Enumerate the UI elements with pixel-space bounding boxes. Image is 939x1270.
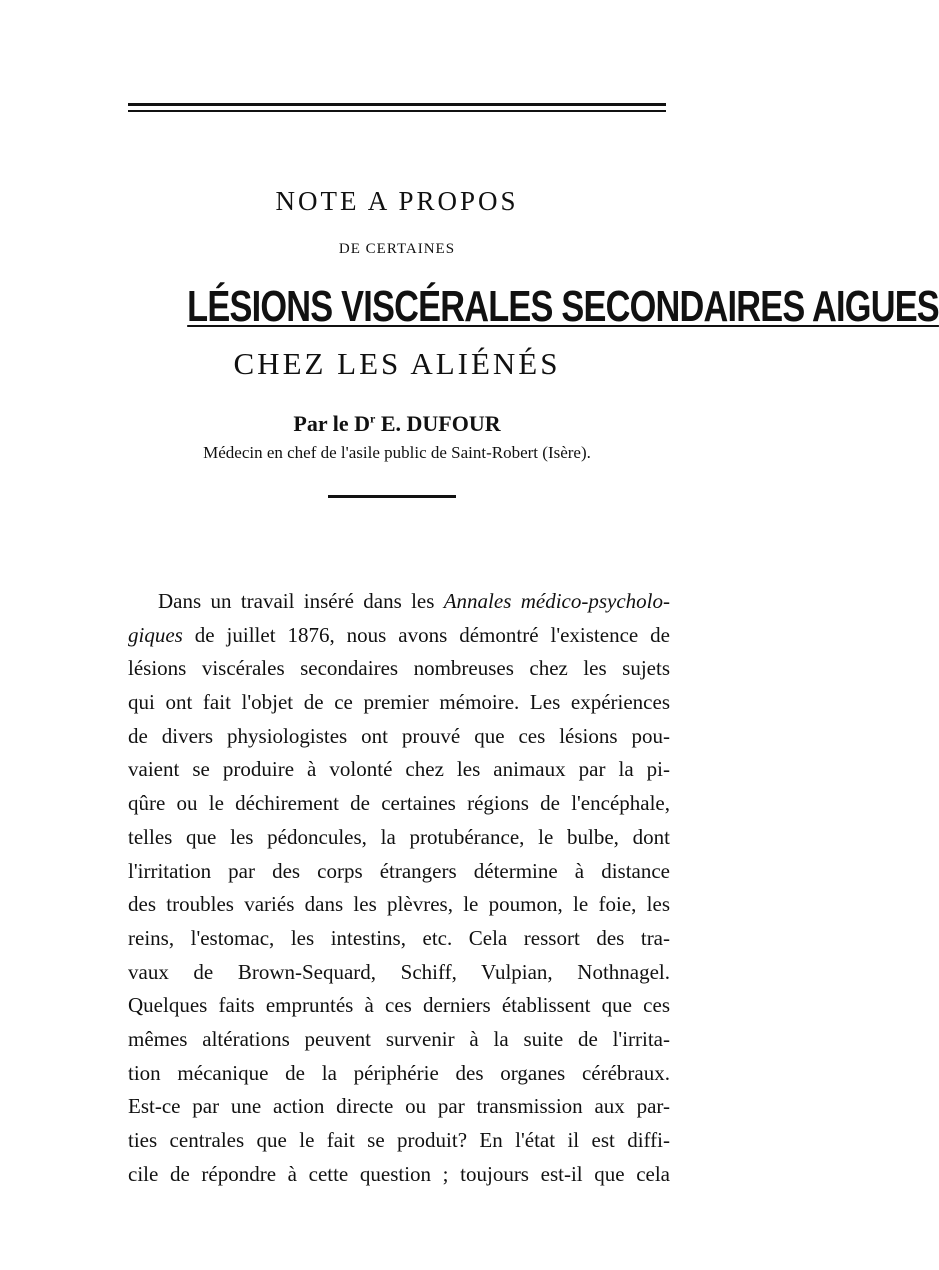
body-line-1-roman: Dans un travail inséré dans les <box>158 589 444 613</box>
body-line: vaient se produire à volonté chez les animaux par la pi- <box>128 757 670 782</box>
header-double-rule <box>128 103 666 115</box>
body-line <box>128 619 670 653</box>
body-line <box>128 585 670 619</box>
author-line <box>128 411 666 437</box>
body-line: cile de répondre à cette question ; toujours est-il que cela <box>128 1161 670 1186</box>
main-title: LÉSIONS VISCÉRALES SECONDAIRES AIGUES <box>187 282 939 331</box>
body-line: qui ont fait l'objet de ce premier mémoire. Les expériences <box>128 690 670 715</box>
body-line: tion mécanique de la périphérie des organes cérébraux. <box>128 1060 670 1085</box>
body-line: de divers physiologistes ont prouvé que ces lésions pou- <box>128 723 670 748</box>
body-line-2-roman: de juillet 1876, nous avons démontré l'existence de <box>182 622 670 647</box>
de-certaines-heading: DE CERTAINES <box>338 241 456 257</box>
body-line: qûre ou le déchirement de certaines régions de l'encéphale, <box>128 791 670 816</box>
body-line: lésions viscérales secondaires nombreuses chez les sujets <box>128 656 670 681</box>
body-text <box>128 585 670 1191</box>
header-rule-thick <box>128 103 666 106</box>
journal-title-part-2: giques <box>128 622 183 647</box>
body-line: Quelques faits empruntés à ces derniers établissent que ces <box>128 993 670 1018</box>
body-line: des troubles variés dans les plèvres, le poumon, le foie, les <box>128 892 670 917</box>
body-line: mêmes altérations peuvent survenir à la suite de l'irrita- <box>128 1026 670 1051</box>
body-line: Est-ce par une action directe ou par transmission aux par- <box>128 1094 670 1119</box>
author-affiliation: Médecin en chef de l'asile public de Saint-Robert (Isère). <box>203 443 591 462</box>
section-divider <box>328 495 456 498</box>
body-line: reins, l'estomac, les intestins, etc. Cela ressort des tra- <box>128 925 670 950</box>
author-title-sup: r <box>369 411 376 426</box>
note-heading: NOTE A PROPOS <box>275 186 519 216</box>
body-line: ties centrales que le fait se produit? En l'état il est diffi- <box>128 1128 670 1152</box>
journal-title-part-1: Annales médico-psycholo- <box>443 589 670 613</box>
body-line: telles que les pédoncules, la protubérance, le bulbe, dont <box>128 824 670 849</box>
header-rule-thin <box>128 110 666 112</box>
author-prefix: Par le D <box>293 411 370 436</box>
body-line: l'irritation par des corps étrangers détermine à distance <box>128 858 670 883</box>
subtitle: CHEZ LES ALIÉNÉS <box>233 346 561 381</box>
body-line: vaux de Brown-Sequard, Schiff, Vulpian, Nothnagel. <box>128 959 670 984</box>
author-name: E. DUFOUR <box>375 411 501 436</box>
